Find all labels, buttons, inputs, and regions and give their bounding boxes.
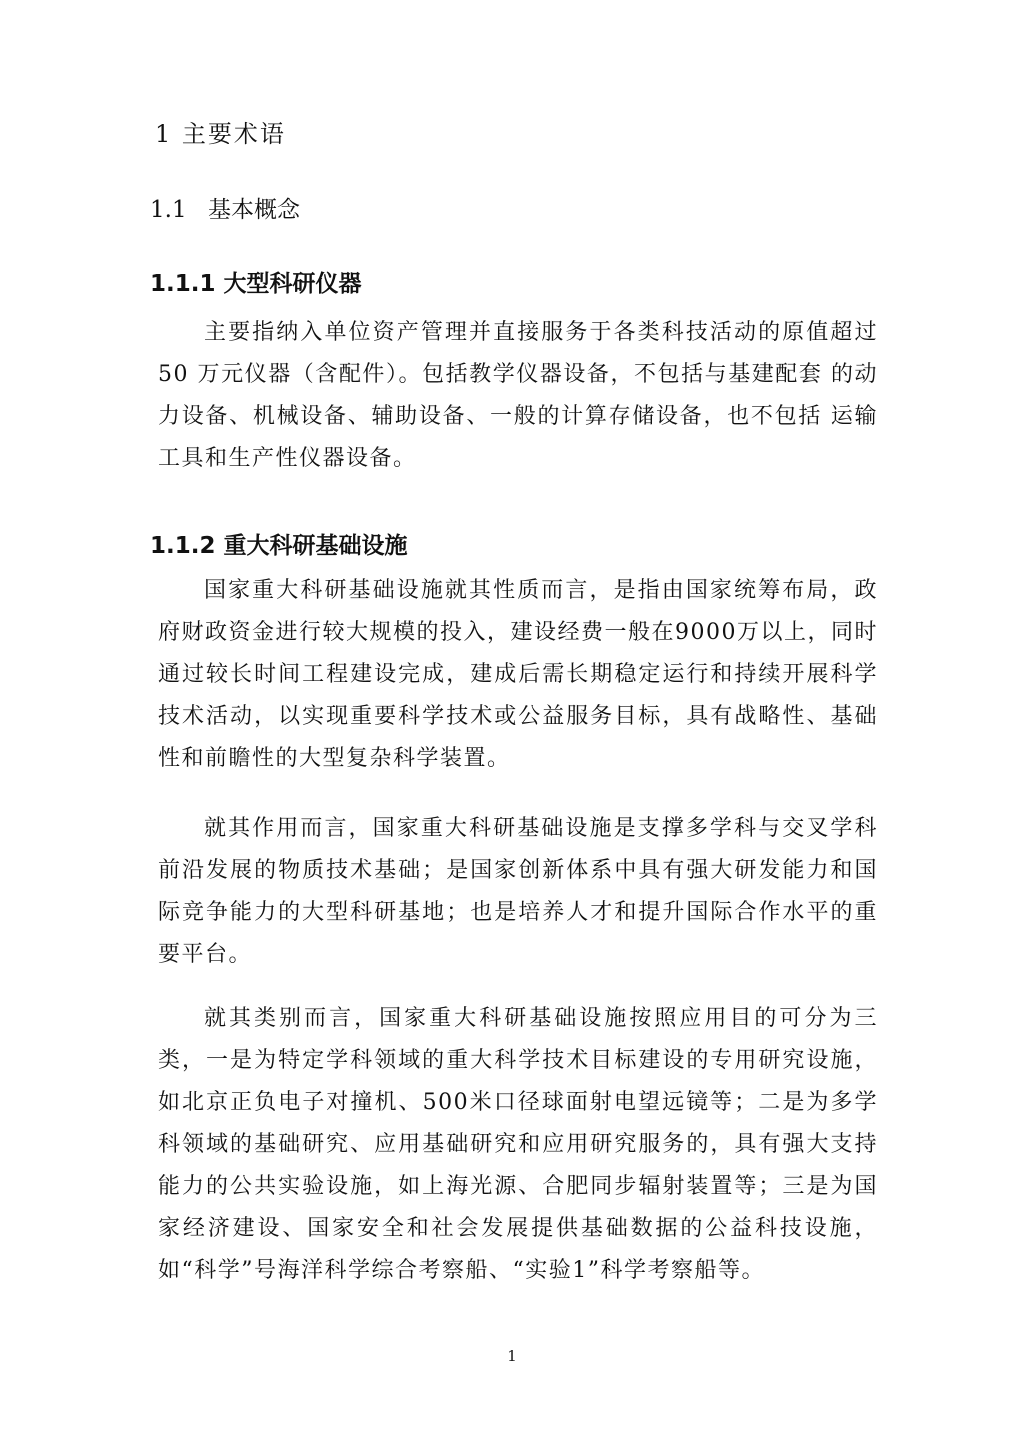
chapter-heading: 1 主要术语 [155, 120, 286, 148]
paragraph-large-instruments: 主要指纳入单位资产管理并直接服务于各类科技活动的原值超过 50 万元仪器（含配件）。包括教学仪器设备，不包括与基建配套 的动力设备、机械设备、辅助设备、一般的计算存储设备，也不包括 运输工具和生产性仪器设备。 [158, 320, 878, 471]
paragraph-infrastructure-categories: 就其类别而言，国家重大科研基础设施按照应用目的可分为三类，一是为特定学科领域的重大科学技术目标建设的专用研究设施，如北京正负电子对撞机、500米口径球面射电望远镜等；二是为多学科领域的基础研究、应用基础研究和应用研究服务的，具有强大支持能力的公共实验设施，如上海光源、合肥同步辐射装置等；三是为国家经济建设、国家安全和社会发展提供基础数据的公益科技设施，如“科学”号海洋科学综合考察船、“实验1”科学考察船等。 [158, 1006, 878, 1283]
section-heading-1-1 [150, 194, 300, 226]
paragraph-infrastructure-nature: 国家重大科研基础设施就其性质而言，是指由国家统筹布局，政 府财政资金进行较大规模的投入，建设经费一般在9000万以上，同时通过较长时间工程建设完成，建成后需长期稳定运行和持续开展科学技术活动，以实现重要科学技术或公益服务目标，具有战略性、基础性和前瞻性的大型复杂科学装置。 [158, 578, 878, 771]
paragraph-infrastructure-role: 就其作用而言，国家重大科研基础设施是支撑多学科与交叉学科前沿发展的物质技术基础；是国家创新体系中具有强大研发能力和国际竞争能力的大型科研基地；也是培养人才和提升国际合作水平的重要平台。 [158, 816, 878, 967]
section-number: 1.1 [150, 197, 187, 223]
page-number: 1 [507, 1347, 517, 1365]
subsection-heading-1-1-1: 1.1.1 大型科研仪器 [150, 271, 362, 297]
subsection-heading-1-1-2: 1.1.2 重大科研基础设施 [150, 533, 408, 559]
section-title: 基本概念 [208, 197, 300, 223]
